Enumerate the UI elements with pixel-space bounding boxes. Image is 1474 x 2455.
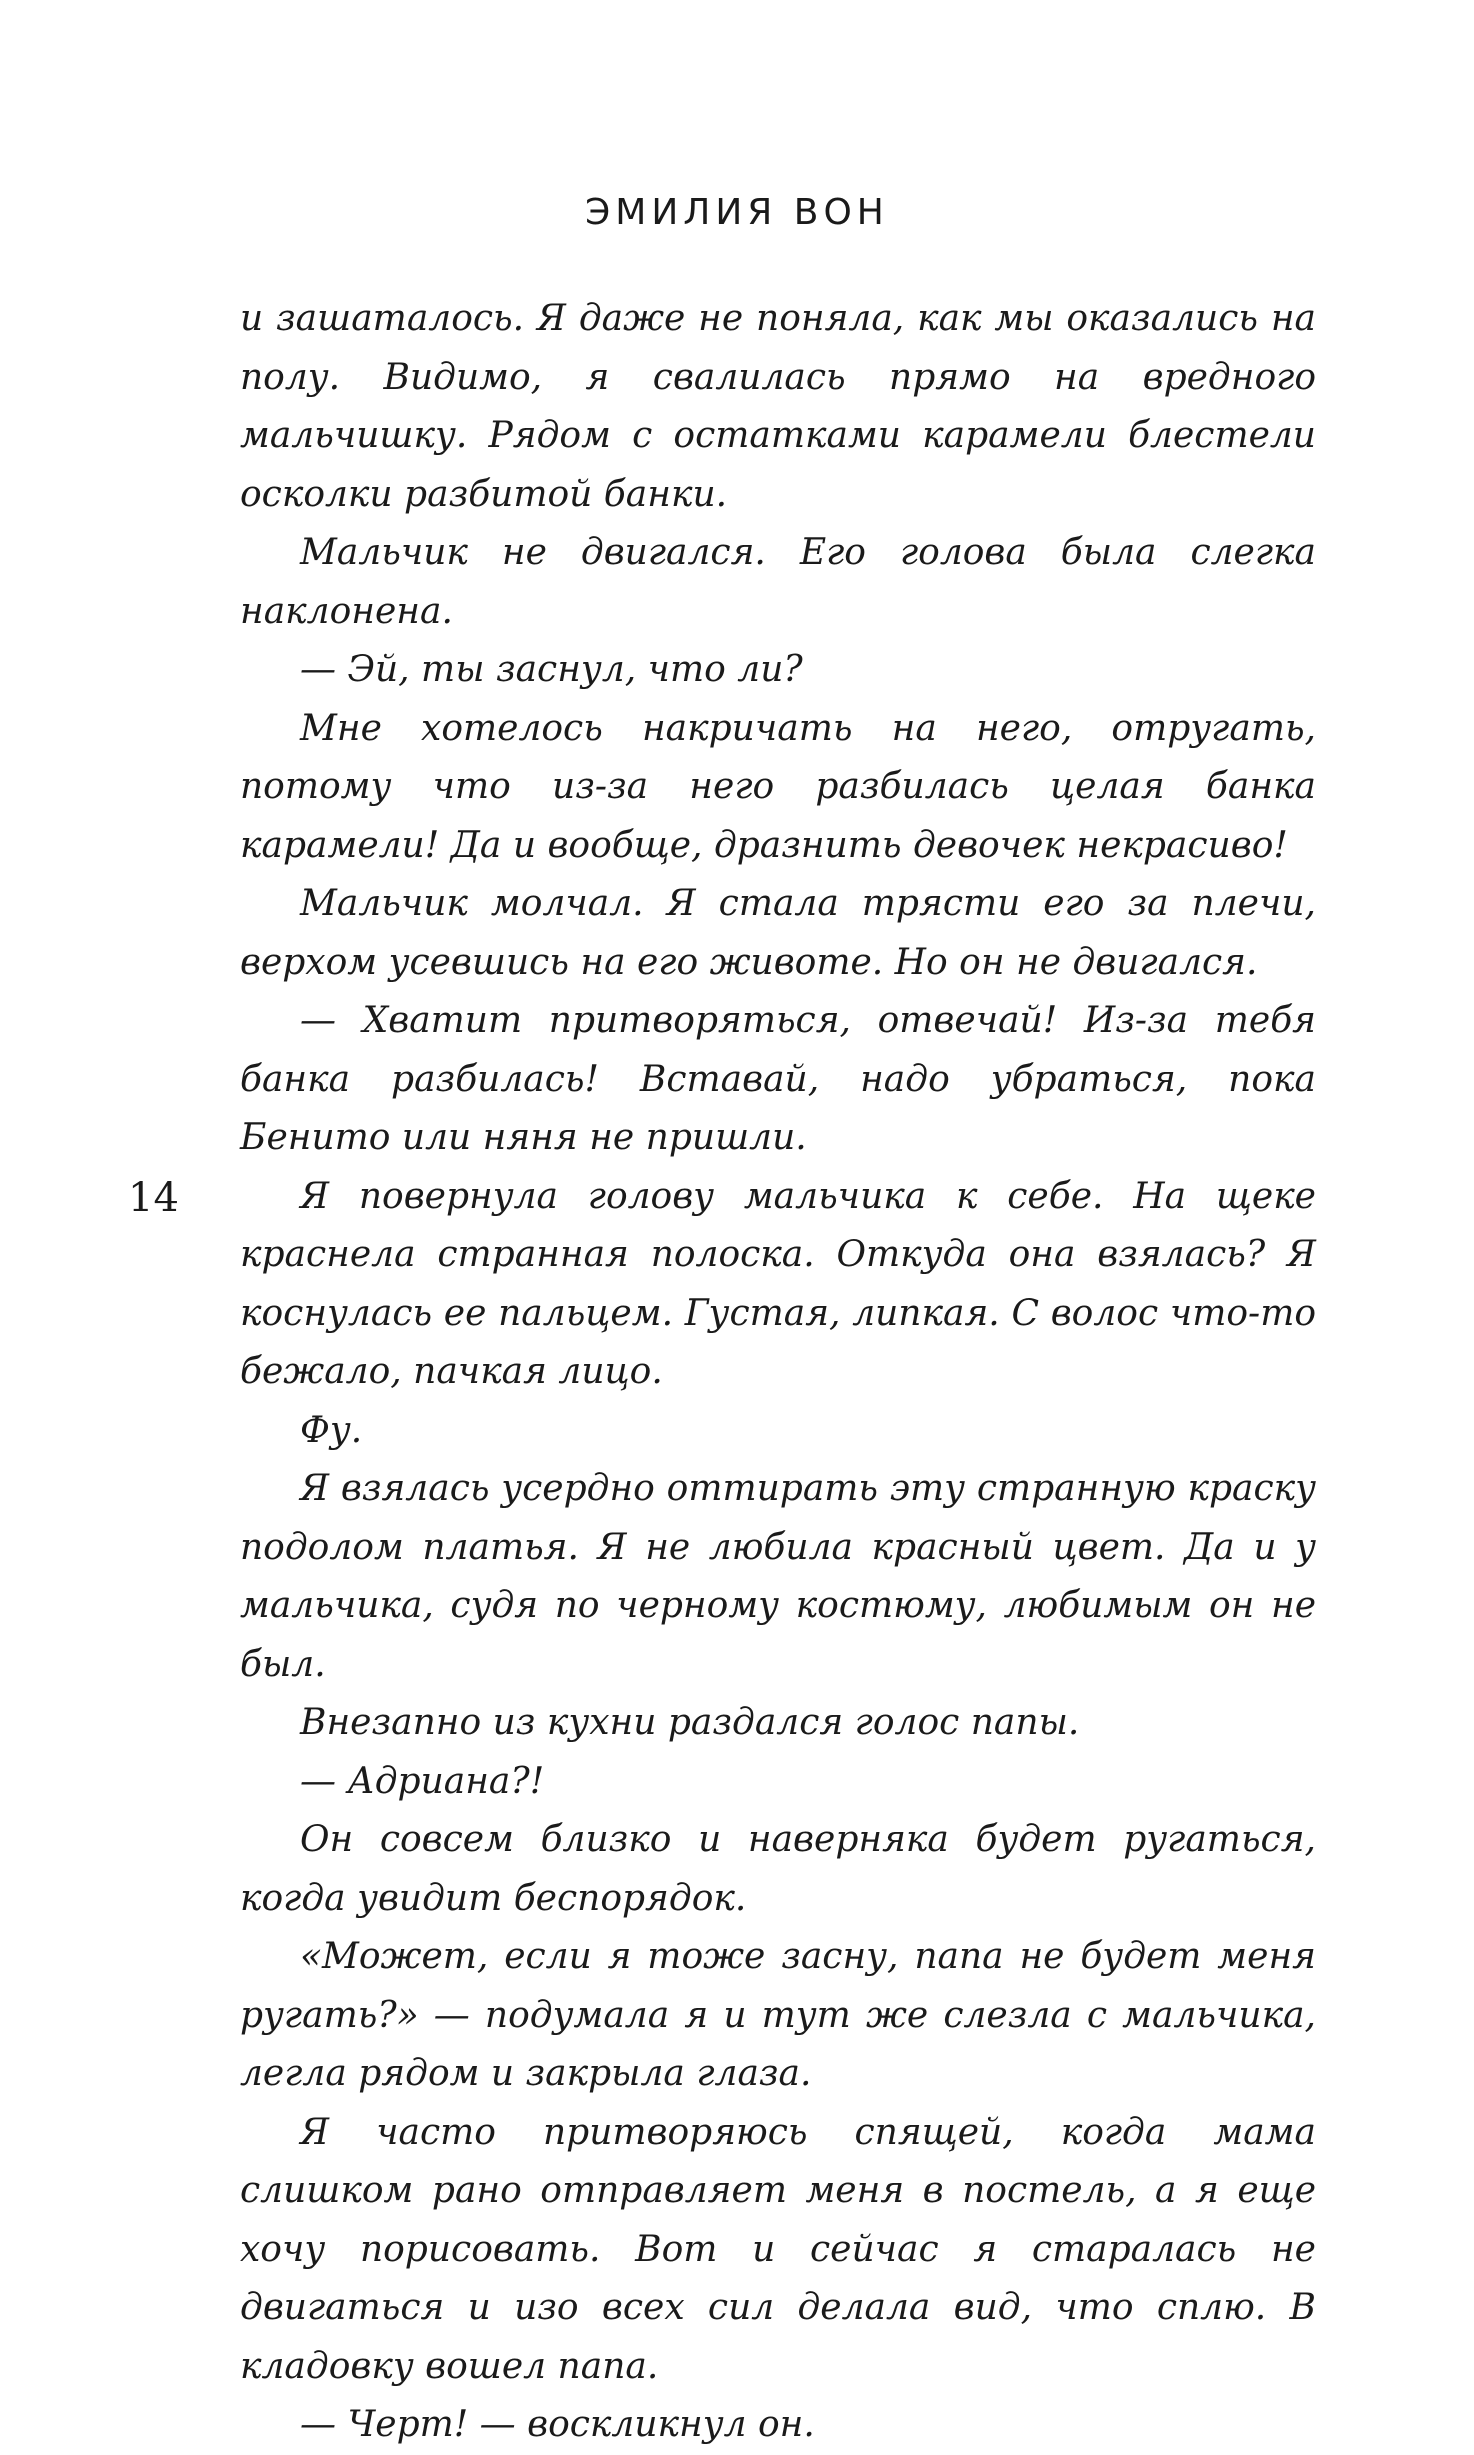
running-head: ЭМИЛИЯ ВОН (585, 192, 889, 233)
paragraph: и зашаталось. Я даже не поняла, как мы оказались на полу. Видимо, я свалилась прямо на вредного мальчишку. Рядом с остатками карамели блестели осколки разбитой банки. (240, 298, 1316, 515)
paragraph: Я взялась усердно оттирать эту странную краску подолом платья. Я не любила красный цвет. Да и у мальчика, судя по черному костюму, любимым он не был. (240, 1468, 1316, 1685)
paragraph: Фу. (300, 1409, 363, 1451)
paragraph: — Черт! — воскликнул он. (300, 2404, 815, 2445)
page-number: 14 (128, 1175, 179, 1221)
paragraph: Я повернула голову мальчика к себе. На щеке краснела странная полоска. Откуда она взялась? Я коснулась ее пальцем. Густая, липкая. С волос что-то бежало, пачкая лицо. (240, 1175, 1316, 1392)
paragraph: «Может, если я тоже засну, папа не будет меня ругать?» — подумала я и тут же слезла с мальчика, легла рядом и закрыла глаза. (240, 1936, 1316, 2094)
paragraph: Мальчик молчал. Я стала трясти его за плечи, верхом усевшись на его животе. Но он не двигался. (240, 883, 1316, 983)
paragraph: — Хватит притворяться, отвечай! Из-за тебя банка разбилась! Вставай, надо убраться, пока Бенито или няня не пришли. (240, 1000, 1316, 1158)
paragraph: — Адриана?! (300, 1760, 545, 1802)
paragraph: Мне хотелось накричать на него, отругать, потому что из-за него разбилась целая банка карамели! Да и вообще, дразнить девочек некрасиво! (240, 707, 1316, 866)
paragraph: Мальчик не двигался. Его голова была слегка наклонена. (240, 532, 1316, 632)
paragraph: Я часто притворяюсь спящей, когда мама слишком рано отправляет меня в постель, а я еще хочу порисовать. Вот и сейчас я старалась не двигаться и изо всех сил делала вид, что сплю. В кладовку вошел папа. (240, 2111, 1316, 2387)
body-text (240, 290, 1316, 2455)
paragraph: Он совсем близко и наверняка будет ругаться, когда увидит беспорядок. (240, 1819, 1316, 1919)
paragraph: Внезапно из кухни раздался голос папы. (300, 1702, 1080, 1743)
paragraph: — Эй, ты заснул, что ли? (300, 649, 803, 690)
